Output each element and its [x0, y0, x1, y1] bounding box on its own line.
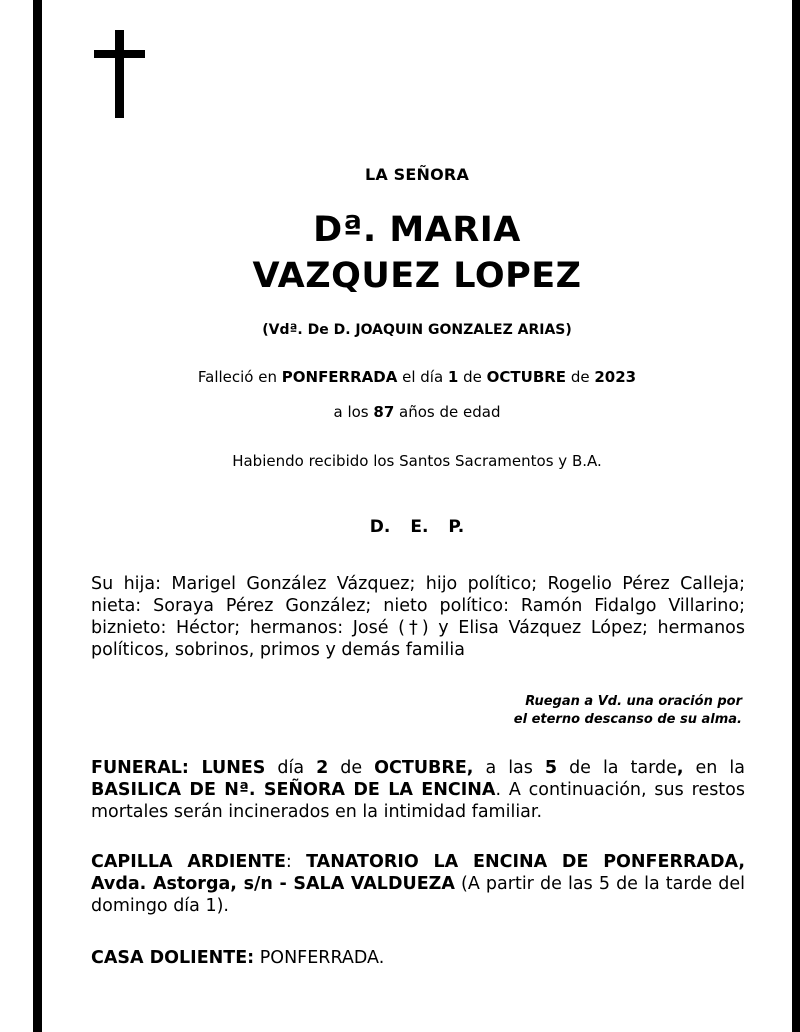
chapel-paragraph	[91, 851, 745, 917]
death-text-2: el día	[397, 368, 448, 386]
widow-of: (Vdª. De D. JOAQUIN GONZALEZ ARIAS)	[262, 322, 572, 338]
chapel-colon: :	[285, 852, 307, 872]
dep-e: E.	[410, 517, 429, 537]
mourning-house	[91, 947, 745, 969]
name-line-1: Dª. MARIA	[313, 210, 521, 250]
funeral-paragraph	[91, 757, 745, 823]
death-place: PONFERRADA	[281, 368, 398, 386]
prayer-line-2: el eterno descanso de su alma.	[513, 712, 742, 727]
funeral-text-5: en la	[683, 758, 745, 778]
mourning-house-label: CASA DOLIENTE:	[91, 948, 255, 968]
funeral-text-2: de	[328, 758, 375, 778]
funeral-text-6: . A continuación, sus restos mortales serán incinerados en la intimidad familiar.	[91, 780, 745, 822]
death-day: 1	[447, 368, 459, 386]
death-text-3: de	[458, 368, 487, 386]
dep-p: P.	[448, 517, 465, 537]
dep-line	[42, 517, 792, 537]
name-line-2: VAZQUEZ LOPEZ	[252, 256, 582, 296]
funeral-text-4: de la tarde	[557, 758, 677, 778]
funeral-place: BASILICA DE Nª. SEÑORA DE LA ENCINA	[91, 780, 496, 800]
chapel-label: CAPILLA ARDIENTE	[91, 852, 286, 872]
death-info	[42, 368, 792, 386]
funeral-label: FUNERAL: LUNES	[91, 758, 266, 778]
chapel-place: TANATORIO LA ENCINA DE PONFERRADA, Avda. Astorga, s/n - SALA VALDUEZA	[91, 852, 746, 894]
cross-vertical-bar	[115, 30, 124, 118]
age-years: 87	[373, 403, 395, 421]
age-info	[42, 403, 792, 421]
death-year: 2023	[594, 368, 637, 386]
sacraments-line: Habiendo recibido los Santos Sacramentos y B.A.	[232, 452, 602, 470]
age-text-2: años de edad	[394, 403, 501, 421]
funeral-month: OCTUBRE,	[374, 758, 474, 778]
death-text-4: de	[566, 368, 595, 386]
age-text-1: a los	[333, 403, 374, 421]
right-border	[792, 0, 800, 1032]
prayer-request	[480, 693, 742, 729]
title-prefix: LA SEÑORA	[364, 165, 470, 184]
death-text-1: Falleció en	[197, 368, 282, 386]
cross-icon	[94, 30, 145, 118]
deceased-name	[42, 207, 792, 299]
death-month: OCTUBRE	[486, 368, 567, 386]
left-border	[33, 0, 42, 1032]
dep-d: D.	[369, 517, 391, 537]
cross-horizontal-bar	[94, 50, 145, 58]
funeral-comma: ,	[676, 758, 684, 778]
chapel-text: (A partir de las 5 de la tarde del domingo día 1).	[91, 874, 745, 916]
mourning-house-value: PONFERRADA.	[254, 948, 385, 968]
funeral-text-1: día	[265, 758, 317, 778]
funeral-text-3: a las	[473, 758, 545, 778]
prayer-line-1: Ruegan a Vd. una oración por	[525, 694, 742, 709]
funeral-day: 2	[316, 758, 329, 778]
family-paragraph: Su hija: Marigel González Vázquez; hijo político; Rogelio Pérez Calleja; nieta: Soraya Pérez González; nieto político: Ramón Fidalgo Villarino; biznieto: Héctor; hermanos: José (†) y Elisa Vázquez López; hermanos políticos, sobrinos, primos y demás familia	[91, 574, 745, 660]
funeral-hour: 5	[544, 758, 558, 778]
